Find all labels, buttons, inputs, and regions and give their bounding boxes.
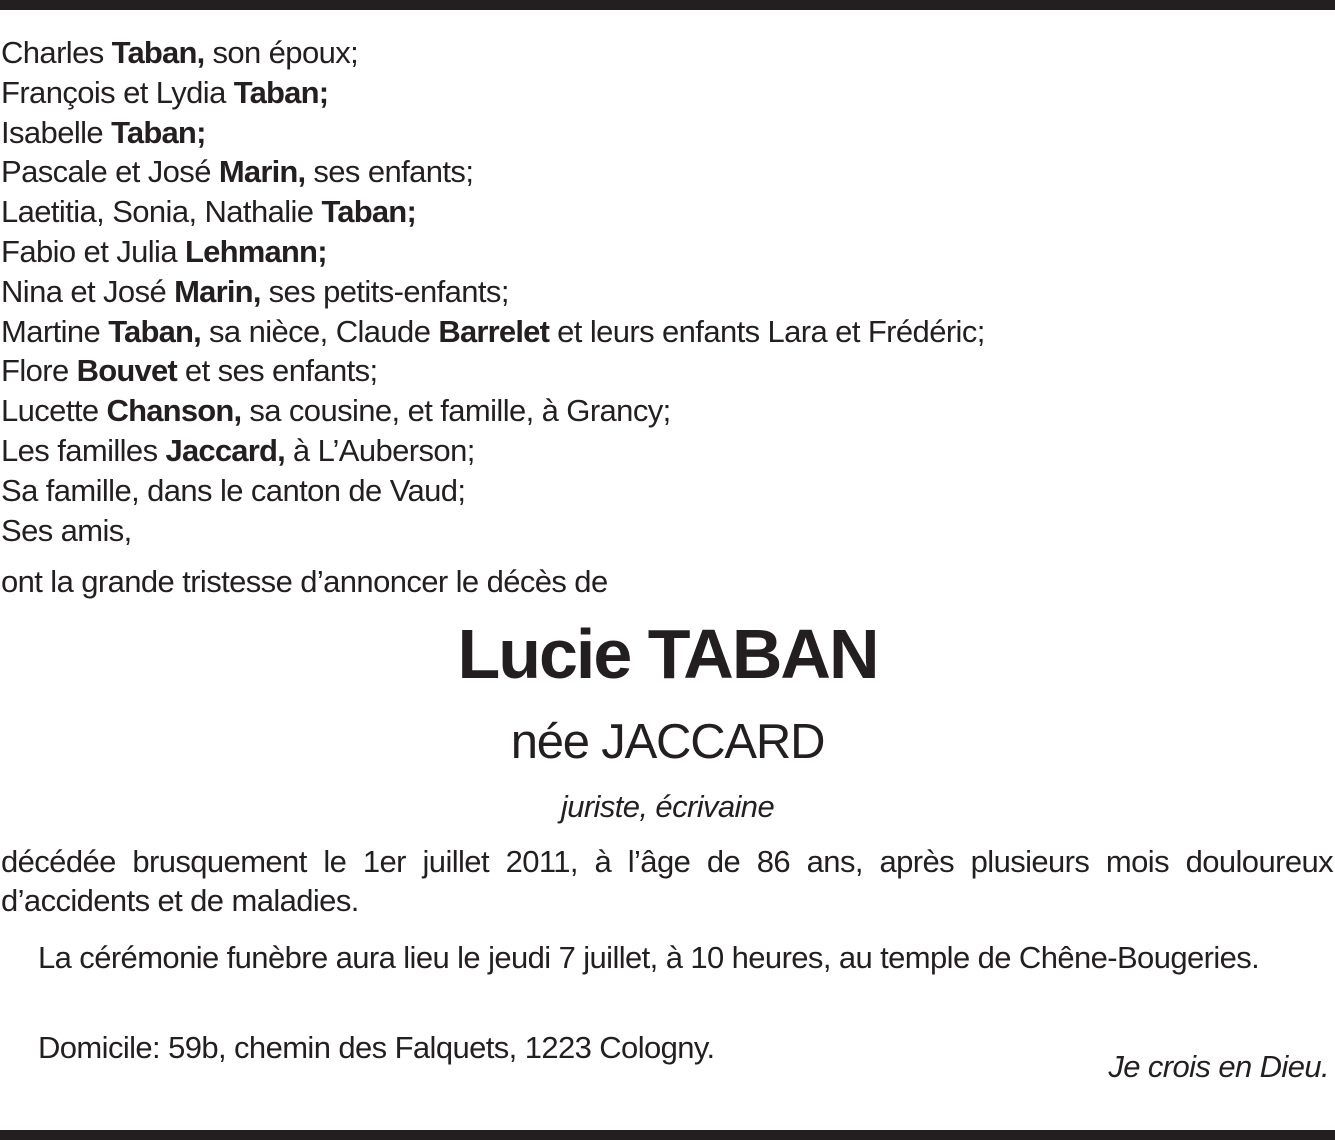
deceased-name: Lucie TABAN (457, 615, 878, 693)
family-list (1, 33, 1331, 550)
deceased-profession: juriste, écrivaine (560, 789, 775, 824)
domicile-paragraph: Domicile: 59b, chemin des Falquets, 1223 Cologny. (38, 1030, 715, 1065)
family-line: Laetitia, Sonia, Nathalie Taban; (1, 194, 416, 230)
ceremony-paragraph: La cérémonie funèbre aura lieu le jeudi 7 juillet, à 10 heures, au temple de Chêne-Bougeries. (38, 940, 1260, 975)
family-line: Les familles Jaccard, à L’Auberson; (1, 432, 475, 468)
family-line: Isabelle Taban; (1, 114, 206, 150)
closing-line: Je crois en Dieu. (1108, 1049, 1329, 1084)
bottom-rule (0, 1130, 1335, 1140)
family-line: Flore Bouvet et ses enfants; (1, 353, 378, 389)
maiden-name: née JACCARD (510, 715, 825, 769)
family-line: Charles Taban, son époux; (1, 35, 359, 70)
family-line: Lucette Chanson, sa cousine, et famille, à Grancy; (1, 393, 671, 429)
family-line: Nina et José Marin, ses petits-enfants; (1, 273, 509, 309)
family-line: Martine Taban, sa nièce, Claude Barrelet et leurs enfants Lara et Frédéric; (1, 313, 985, 349)
family-line: Ses amis, (1, 512, 132, 548)
death-paragraph: décédée brusquement le 1er juillet 2011, à l’âge de 86 ans, après plusieurs mois douloureux d’accidents et de maladies. (1, 844, 1333, 918)
family-line: Sa famille, dans le canton de Vaud; (1, 472, 466, 508)
family-line: Pascale et José Marin, ses enfants; (1, 154, 474, 190)
top-rule (0, 0, 1335, 10)
family-line: François et Lydia Taban; (1, 74, 329, 110)
family-line: Fabio et Julia Lehmann; (1, 233, 327, 269)
announcement-text: ont la grande tristesse d’annoncer le décès de (1, 564, 608, 599)
